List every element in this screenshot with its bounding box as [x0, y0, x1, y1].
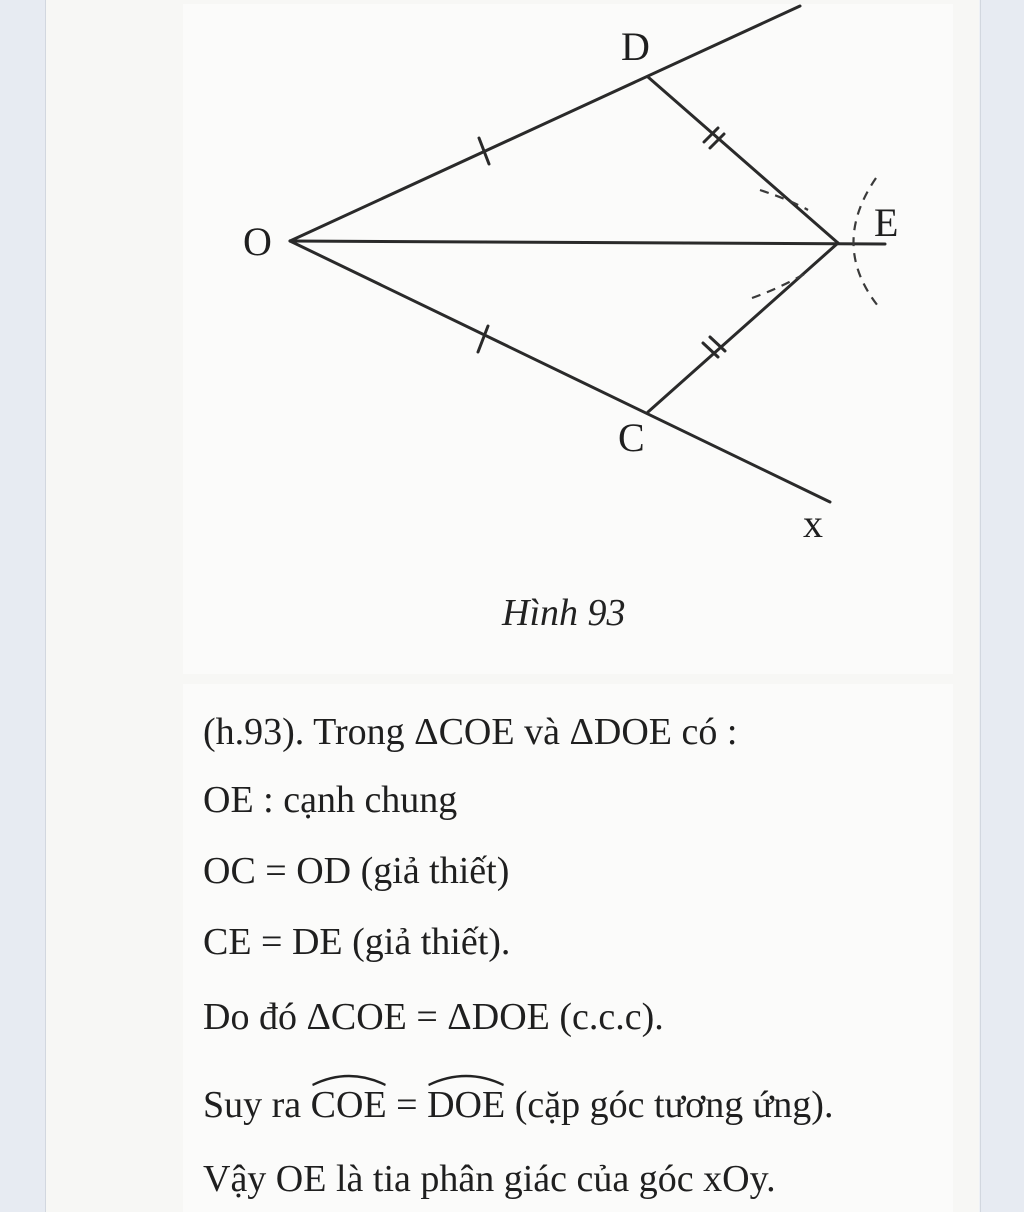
segment-de [648, 77, 838, 243]
solution-line-3: OC = OD (giả thiết) [203, 850, 510, 892]
line6-suffix: (cặp góc tương ứng). [514, 1084, 834, 1126]
solution-line-5: Do đó ΔCOE = ΔDOE (c.c.c). [203, 996, 664, 1038]
ray-oy [290, 6, 800, 241]
solution-line-4: CE = DE (giả thiết). [203, 921, 511, 963]
solution-line-6 [203, 1083, 833, 1127]
angle-arc-coe [311, 1069, 387, 1087]
label-d: D [621, 24, 650, 69]
label-e: E [874, 200, 899, 245]
line6-equals: = [396, 1084, 418, 1126]
segment-ce [648, 243, 838, 412]
ray-oe [290, 241, 885, 244]
figure-caption: Hình 93 [502, 592, 626, 634]
label-c: C [618, 415, 645, 460]
tick-oc [478, 326, 488, 352]
ray-ox [290, 241, 830, 502]
angle-coe-text: COE [310, 1084, 387, 1126]
label-o: O [243, 219, 272, 264]
solution-line-1: (h.93). Trong ΔCOE và ΔDOE có : [203, 711, 738, 753]
angle-doe-text: DOE [427, 1084, 506, 1126]
angle-coe [311, 1083, 387, 1127]
solution-line-7: Vậy OE là tia phân giác của góc xOy. [203, 1158, 776, 1200]
solution-line-2: OE : cạnh chung [203, 779, 458, 821]
line6-prefix: Suy ra [203, 1084, 302, 1126]
angle-arc-doe [427, 1069, 505, 1087]
construction-arc-upper [760, 190, 808, 210]
angle-doe [427, 1083, 505, 1127]
label-x: x [803, 501, 823, 546]
